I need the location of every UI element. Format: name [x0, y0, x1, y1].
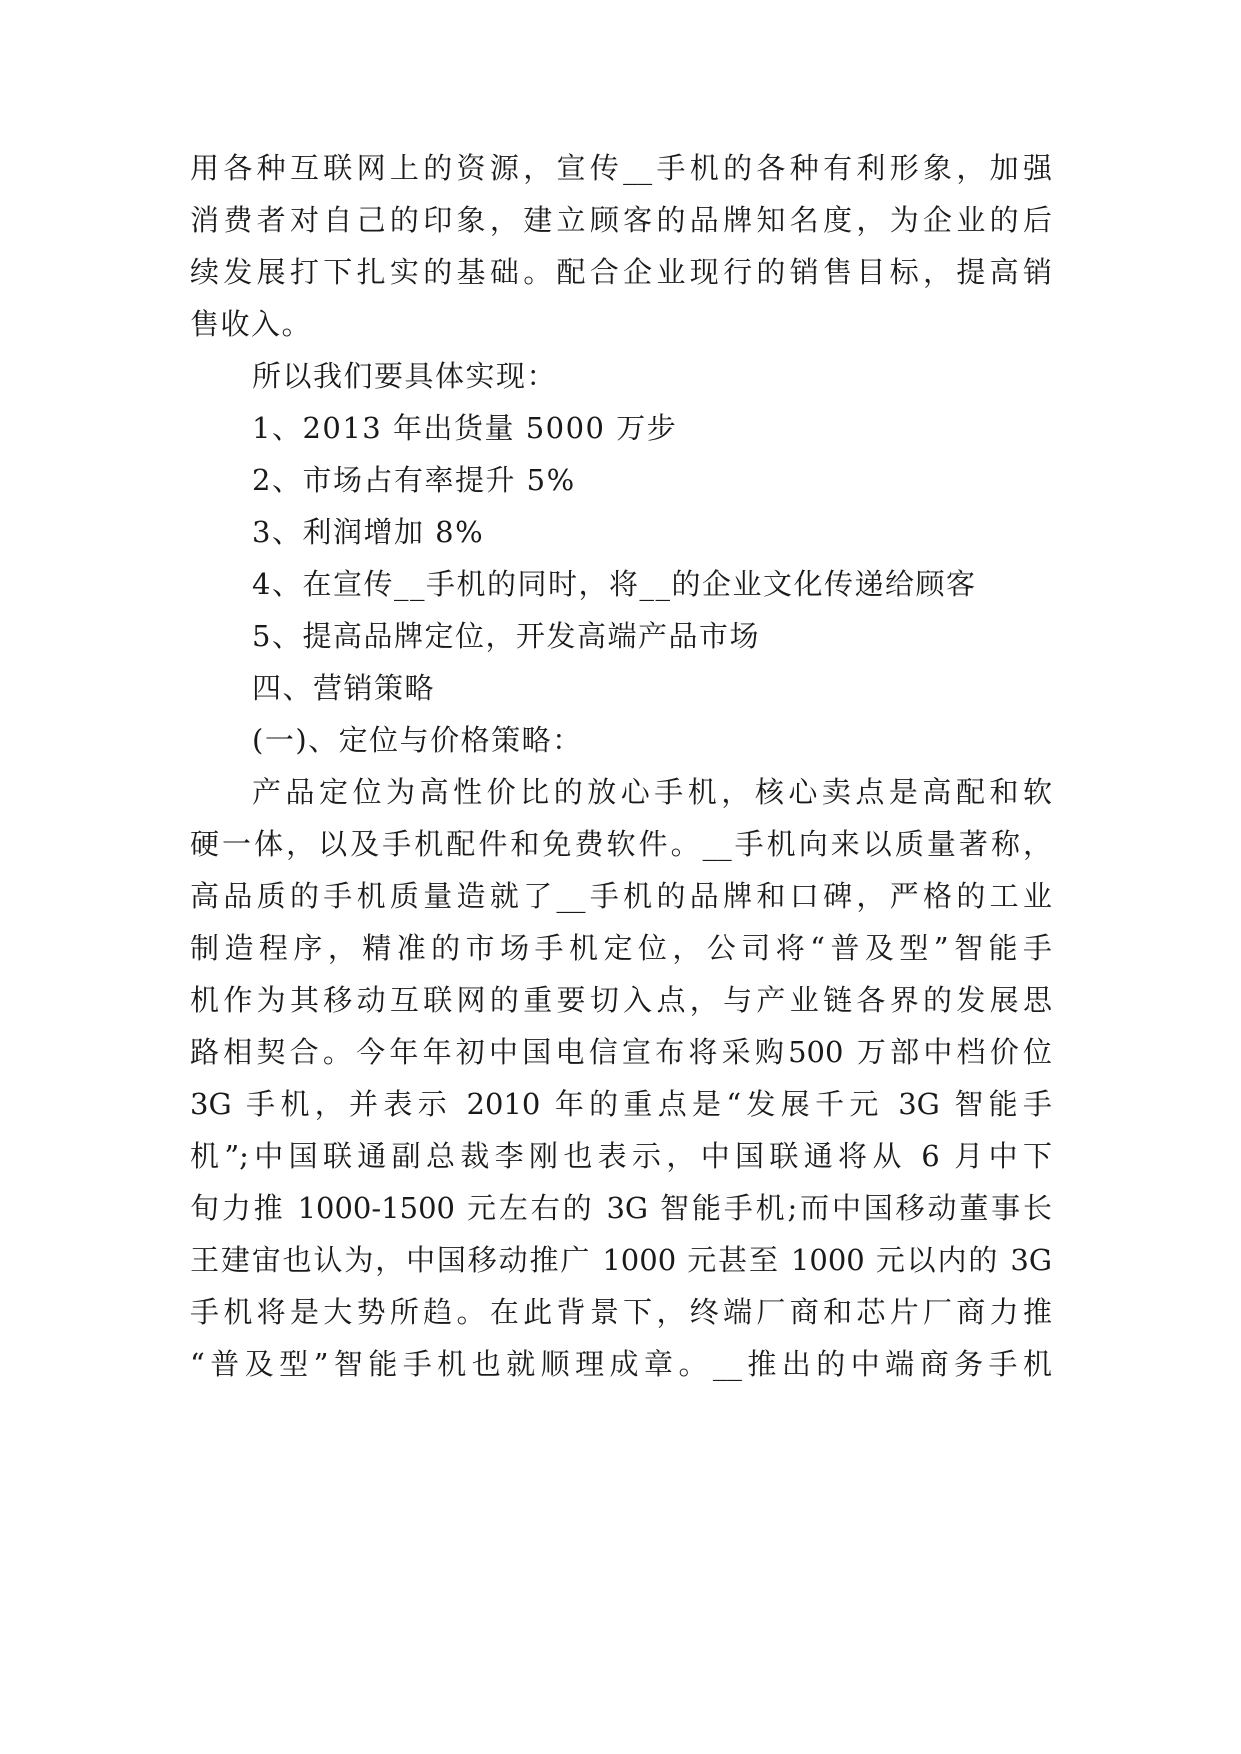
paragraph-line: 制造程序，精准的市场手机定位，公司将“普及型”智能手	[190, 931, 1052, 965]
list-item: 4、在宣传__手机的同时，将__的企业文化传递给顾客	[252, 567, 977, 601]
paragraph-line: 产品定位为高性价比的放心手机，核心卖点是高配和软	[252, 775, 1052, 809]
paragraph-line: 续发展打下扎实的基础。配合企业现行的销售目标，提高销	[190, 255, 1052, 289]
paragraph-line: 消费者对自己的印象，建立顾客的品牌知名度，为企业的后	[190, 203, 1052, 237]
list-item: 3、利润增加 8%	[252, 515, 485, 549]
paragraph-line: 高品质的手机质量造就了__手机的品牌和口碑，严格的工业	[190, 879, 1052, 913]
paragraph-line: 机作为其移动互联网的重要切入点，与产业链各界的发展思	[190, 983, 1052, 1017]
paragraph-line: “普及型”智能手机也就顺理成章。__推出的中端商务手机	[190, 1347, 1052, 1381]
paragraph-line: 售收入。	[190, 307, 313, 341]
section-heading: 四、营销策略	[252, 671, 436, 705]
paragraph-line: 用各种互联网上的资源，宣传__手机的各种有利形象，加强	[190, 151, 1052, 185]
list-item: 2、市场占有率提升 5%	[252, 463, 576, 497]
list-item: 5、提高品牌定位，开发高端产品市场	[252, 619, 760, 653]
paragraph-line: 硬一体，以及手机配件和免费软件。__手机向来以质量著称，	[190, 827, 1052, 861]
paragraph-line: 路相契合。今年年初中国电信宣布将采购500 万部中档价位	[190, 1035, 1052, 1069]
paragraph-line: 机”;中国联通副总裁李刚也表示，中国联通将从 6 月中下	[190, 1139, 1052, 1173]
list-item: 1、2013 年出货量 5000 万步	[252, 411, 678, 445]
paragraph-line: 3G 手机，并表示 2010 年的重点是“发展千元 3G 智能手	[190, 1087, 1052, 1121]
paragraph-line: 手机将是大势所趋。在此背景下，终端厂商和芯片厂商力推	[190, 1295, 1052, 1329]
intro-line: 所以我们要具体实现：	[252, 359, 558, 393]
paragraph-line: 旬力推 1000-1500 元左右的 3G 智能手机;而中国移动董事长	[190, 1191, 1052, 1225]
subsection-heading: (一)、定位与价格策略：	[252, 723, 583, 757]
paragraph-line: 王建宙也认为，中国移动推广 1000 元甚至 1000 元以内的 3G	[190, 1243, 1052, 1277]
